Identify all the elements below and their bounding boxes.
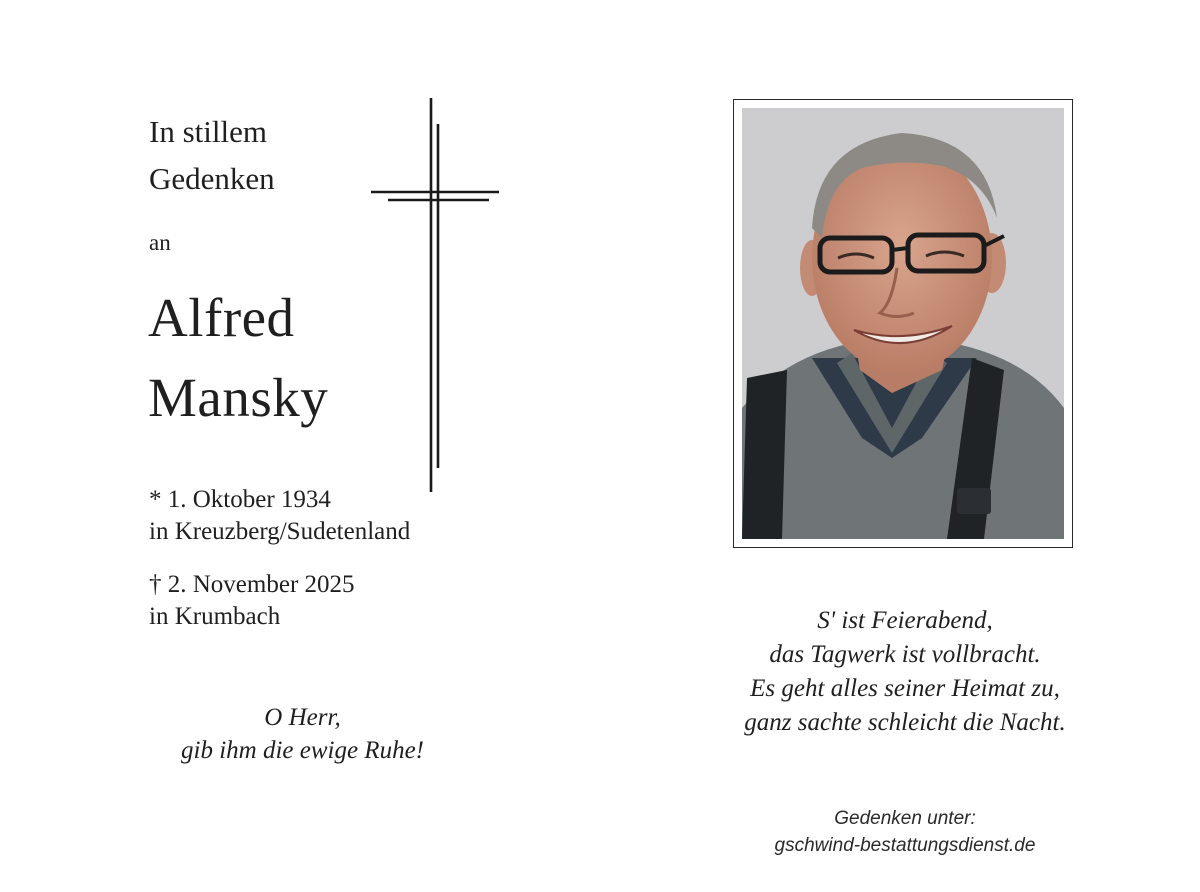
death-place: in Krumbach (149, 603, 281, 630)
memorial-website[interactable]: gschwind-bestattungsdienst.de (774, 835, 1036, 856)
deceased-last-name: Mansky (148, 367, 329, 428)
birth-date: * 1. Oktober 1934 (149, 486, 331, 513)
deceased-first-name: Alfred (148, 287, 295, 348)
prayer-line-2: gib ihm die ewige Ruhe! (181, 737, 424, 764)
death-date: † 2. November 2025 (149, 571, 355, 598)
poem-line-3: Es geht alles seiner Heimat zu, (750, 675, 1060, 702)
intro-line-2: Gedenken (149, 161, 275, 196)
portrait-photo (742, 108, 1064, 539)
intro-heading (149, 108, 275, 202)
intro-line-1: In stillem (149, 114, 267, 149)
memorial-info (700, 805, 1110, 859)
memorial-label: Gedenken unter: (834, 808, 976, 829)
poem-line-1: S' ist Feierabend, (817, 607, 993, 634)
prayer-line-1: O Herr, (264, 704, 341, 731)
portrait-frame (733, 99, 1073, 548)
poem-line-4: ganz sachte schleicht die Nacht. (744, 709, 1066, 736)
death-info (149, 569, 355, 633)
portrait-illustration (742, 108, 1064, 539)
cross-icon (368, 96, 504, 496)
prayer (150, 701, 455, 767)
poem (660, 604, 1150, 740)
birth-info (149, 484, 410, 548)
poem-line-2: das Tagwerk ist vollbracht. (769, 641, 1041, 668)
birth-place: in Kreuzberg/Sudetenland (149, 518, 411, 545)
intro-an: an (149, 230, 171, 255)
